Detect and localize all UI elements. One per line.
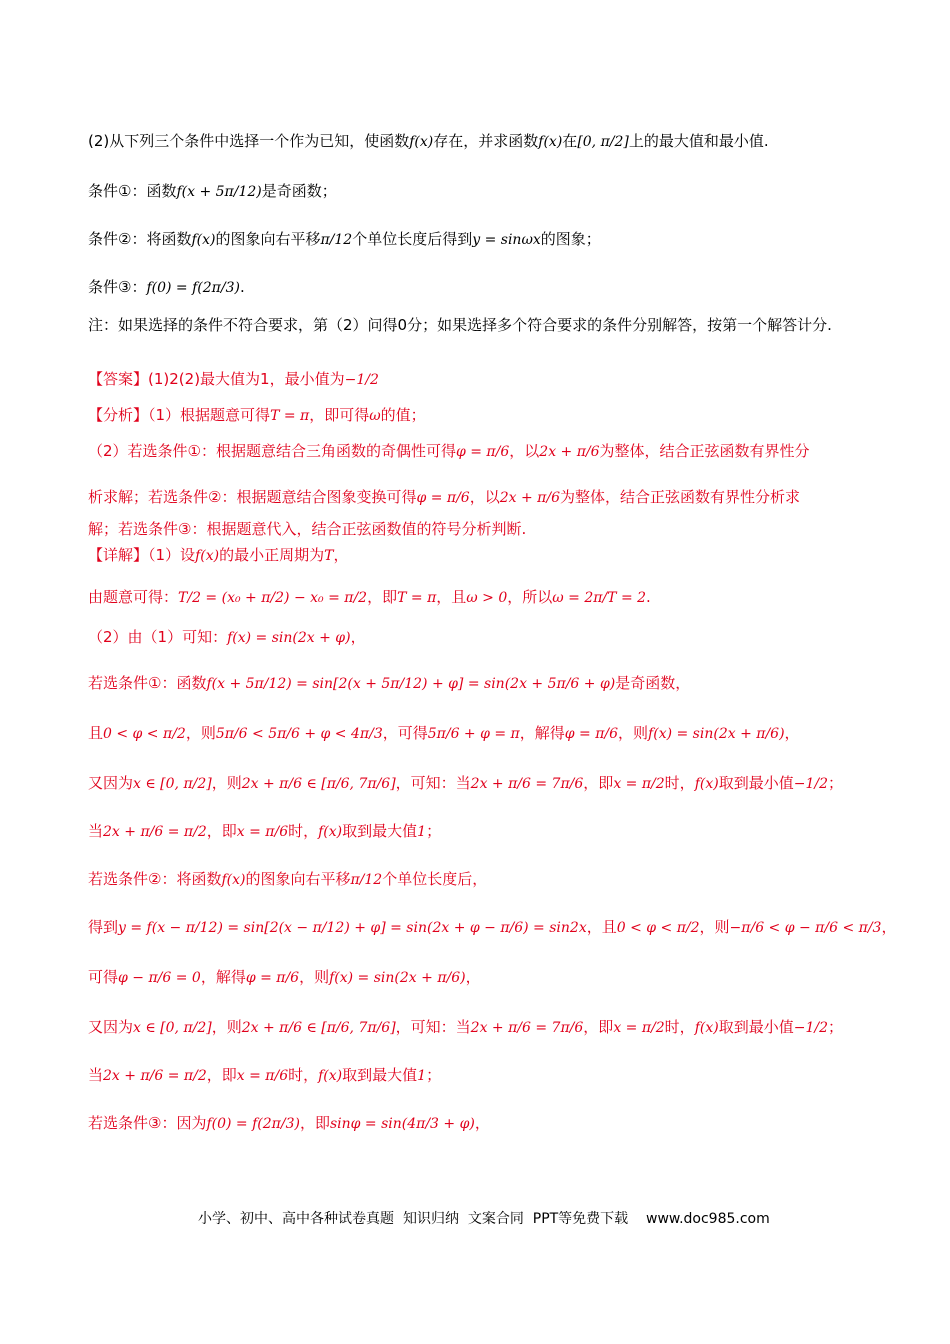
detail-3	[88, 626, 862, 649]
formula: ω	[369, 408, 381, 424]
formula: π/12	[350, 872, 383, 888]
text: ，以	[509, 442, 540, 460]
text: 个单位长度后得到	[352, 230, 473, 248]
text: 又因为	[88, 774, 134, 792]
text: 时，	[288, 1066, 319, 1084]
formula: 1	[417, 824, 427, 840]
formula: f(0) = f(2π/3)	[146, 280, 240, 296]
detail-tag: 【详解】	[88, 546, 149, 564]
formula: φ = π/6	[416, 490, 470, 506]
text: 时，	[288, 822, 319, 840]
text: 时，	[664, 774, 695, 792]
text: ，	[350, 628, 366, 646]
text: ，即	[367, 588, 398, 606]
text: ，则	[699, 918, 730, 936]
formula: 5π/6 + φ = π	[427, 726, 520, 742]
detail-5	[88, 722, 862, 745]
text: 是奇函数，	[615, 674, 691, 692]
formula: f(x)	[221, 872, 246, 888]
formula: T = π	[270, 408, 310, 424]
text: 在	[562, 132, 578, 150]
formula: −1/2	[793, 1020, 828, 1036]
text: ，则	[211, 1018, 242, 1036]
formula: −1/2	[793, 776, 828, 792]
formula: f(x)	[318, 1068, 343, 1084]
answer-text: (1)2(2)最大值为1，最小值为	[148, 370, 345, 388]
text: （2）若选条件①：根据题意结合三角函数的奇偶性可得	[88, 442, 456, 460]
detail-2	[88, 586, 862, 609]
formula: ω = 2π/T = 2	[552, 590, 647, 606]
text: ，所以	[507, 588, 553, 606]
text: 若选条件②：将函数	[88, 870, 222, 888]
text: 的图象；	[540, 230, 601, 248]
detail-8	[88, 868, 862, 891]
text: .	[239, 278, 245, 296]
formula: f(x)	[318, 824, 343, 840]
text: ，	[465, 968, 481, 986]
formula: T	[324, 548, 334, 564]
formula: f(x)	[694, 1020, 719, 1036]
formula: f(0) = f(2π/3)	[206, 1116, 300, 1132]
formula: T/2 = (x₀ + π/2) − x₀ = π/2	[178, 590, 368, 606]
formula: f(x + 5π/12) = sin[2(x + 5π/12) + φ] = sin(2x + 5π/6 + φ)	[206, 676, 616, 692]
analysis-2a	[88, 440, 862, 463]
question-part2	[88, 130, 862, 153]
text: 取到最小值	[718, 1018, 794, 1036]
text: 可得	[88, 968, 119, 986]
formula: 2x + π/6 ∈ [π/6, 7π/6]	[241, 776, 396, 792]
text: ；	[426, 1066, 442, 1084]
text: ，则	[618, 724, 649, 742]
formula: 0 < φ < π/2	[616, 920, 700, 936]
formula: φ − π/6 = 0	[118, 970, 201, 986]
formula: 2x + π/6 ∈ [π/6, 7π/6]	[241, 1020, 396, 1036]
text: ，即	[206, 822, 237, 840]
formula: x ∈ [0, π/2]	[133, 1020, 212, 1036]
text: 解；若选条件③：根据题意代入，结合正弦函数值的符号分析判断.	[88, 520, 527, 538]
text: （2）由（1）可知：	[88, 628, 228, 646]
text: ，即可得	[309, 406, 370, 424]
formula: 2x + π/6 = 7π/6	[470, 1020, 584, 1036]
detail-12	[88, 1064, 862, 1087]
text: 是奇函数；	[261, 182, 337, 200]
text: （1）设	[148, 546, 196, 564]
text: ，可得	[382, 724, 428, 742]
page-footer	[0, 1192, 950, 1244]
text: ，可知：当	[395, 1018, 471, 1036]
text: 析求解；若选条件②：根据题意结合图象变换可得	[88, 488, 417, 506]
formula: [0, π/2]	[577, 134, 629, 150]
text: 条件②：将函数	[88, 230, 192, 248]
formula: φ = π/6	[456, 444, 510, 460]
formula: ω > 0	[466, 590, 508, 606]
text: ，即	[583, 774, 614, 792]
formula: f(x)	[538, 134, 563, 150]
analysis-2b	[88, 486, 862, 509]
text: 个单位长度后，	[382, 870, 488, 888]
formula: sinφ = sin(4π/3 + φ)	[329, 1116, 475, 1132]
detail-9	[88, 916, 897, 939]
formula: f(x)	[409, 134, 434, 150]
text: ，	[784, 724, 800, 742]
detail-1	[88, 544, 862, 567]
text: ，即	[583, 1018, 614, 1036]
formula: 1	[417, 1068, 427, 1084]
formula: φ = π/6	[245, 970, 300, 986]
text: 取到最小值	[718, 774, 794, 792]
text: (2)从下列三个条件中选择一个作为已知，使函数	[88, 132, 410, 150]
text: 且	[88, 724, 104, 742]
formula: φ = π/6	[564, 726, 619, 742]
text: 取到最大值	[342, 822, 418, 840]
detail-7	[88, 820, 862, 843]
formula: f(x) = sin(2x + φ)	[227, 630, 351, 646]
condition-1	[88, 180, 862, 203]
formula: f(x)	[191, 232, 216, 248]
text: ，则	[185, 724, 216, 742]
formula: f(x + 5π/12)	[176, 184, 262, 200]
formula: f(x)	[694, 776, 719, 792]
text: 为整体，结合正弦函数有界性分析求	[560, 488, 801, 506]
note	[88, 314, 862, 336]
text: 存在，并求函数	[433, 132, 539, 150]
formula: f(x) = sin(2x + π/6)	[329, 970, 466, 986]
text: ，解得	[200, 968, 246, 986]
formula: 2x + π/6 = 7π/6	[470, 776, 584, 792]
text: ，且	[586, 918, 617, 936]
detail-11	[88, 1016, 862, 1039]
formula: π/12	[320, 232, 353, 248]
formula: x = π/2	[613, 776, 665, 792]
text: 的图象向右平移	[245, 870, 351, 888]
text: 条件①：函数	[88, 182, 177, 200]
text: ，以	[469, 488, 500, 506]
text: （1）根据题意可得	[148, 406, 271, 424]
text: ；	[426, 822, 442, 840]
formula: 5π/6 < 5π/6 + φ < 4π/3	[215, 726, 383, 742]
text: ，即	[299, 1114, 330, 1132]
text: 得到	[88, 918, 119, 936]
formula: x = π/2	[613, 1020, 665, 1036]
text: 若选条件③：因为	[88, 1114, 207, 1132]
text: 若选条件①：函数	[88, 674, 207, 692]
text: .	[646, 588, 651, 606]
text: 当	[88, 1066, 104, 1084]
text: 条件③：	[88, 278, 147, 296]
text: ，则	[299, 968, 330, 986]
text: 时，	[664, 1018, 695, 1036]
analysis-2c	[88, 518, 862, 540]
formula: 0 < φ < π/2	[103, 726, 186, 742]
text: ；	[827, 774, 843, 792]
formula: x ∈ [0, π/2]	[133, 776, 212, 792]
condition-3	[88, 276, 862, 299]
text: ，则	[211, 774, 242, 792]
text: ，且	[436, 588, 467, 606]
formula: f(x) = sin(2x + π/6)	[648, 726, 785, 742]
formula: y = f(x − π/12) = sin[2(x − π/12) + φ] = sin(2x + φ − π/6) = sin2x	[118, 920, 587, 936]
footer-text: 小学、初中、高中各种试卷真题 知识归纳 文案合同 PPT等免费下载	[198, 1211, 629, 1227]
detail-13	[88, 1112, 862, 1135]
formula: y = sinωx	[472, 232, 541, 248]
text: ，	[474, 1114, 490, 1132]
analysis-tag: 【分析】	[88, 406, 149, 424]
formula: T = π	[397, 590, 437, 606]
formula: 2x + π/6 = π/2	[103, 824, 207, 840]
note-text: 注：如果选择的条件不符合要求，第（2）问得0分；如果选择多个符合要求的条件分别解答，按第一个解答计分.	[88, 316, 832, 334]
text: ，	[333, 546, 349, 564]
text: 取到最大值	[342, 1066, 418, 1084]
answer	[88, 368, 862, 391]
formula: 2x + π/6 = π/2	[103, 1068, 207, 1084]
detail-6	[88, 772, 862, 795]
analysis-1	[88, 404, 862, 427]
text: 为整体，结合正弦函数有界性分	[599, 442, 810, 460]
text: ，解得	[519, 724, 565, 742]
detail-10	[88, 966, 862, 989]
text: 由题意可得：	[88, 588, 179, 606]
text: 的图象向右平移	[215, 230, 321, 248]
text: 的最小正周期为	[219, 546, 325, 564]
answer-tag: 【答案】	[88, 370, 149, 388]
text: ，即	[206, 1066, 237, 1084]
formula: −1/2	[344, 372, 379, 388]
text: 当	[88, 822, 104, 840]
text: 的值；	[380, 406, 426, 424]
formula: −π/6 < φ − π/6 < π/3	[729, 920, 882, 936]
condition-2	[88, 228, 862, 251]
formula: x = π/6	[236, 1068, 289, 1084]
formula: f(x)	[195, 548, 220, 564]
text: 上的最大值和最小值.	[628, 132, 769, 150]
formula: 2x + π/6	[539, 444, 600, 460]
text: ；	[827, 1018, 843, 1036]
text: ，	[881, 918, 897, 936]
text: ，可知：当	[395, 774, 471, 792]
footer-url[interactable]: www.doc985.com	[646, 1211, 770, 1227]
detail-4	[88, 672, 862, 695]
formula: 2x + π/6	[499, 490, 560, 506]
formula: x = π/6	[236, 824, 289, 840]
text: 又因为	[88, 1018, 134, 1036]
